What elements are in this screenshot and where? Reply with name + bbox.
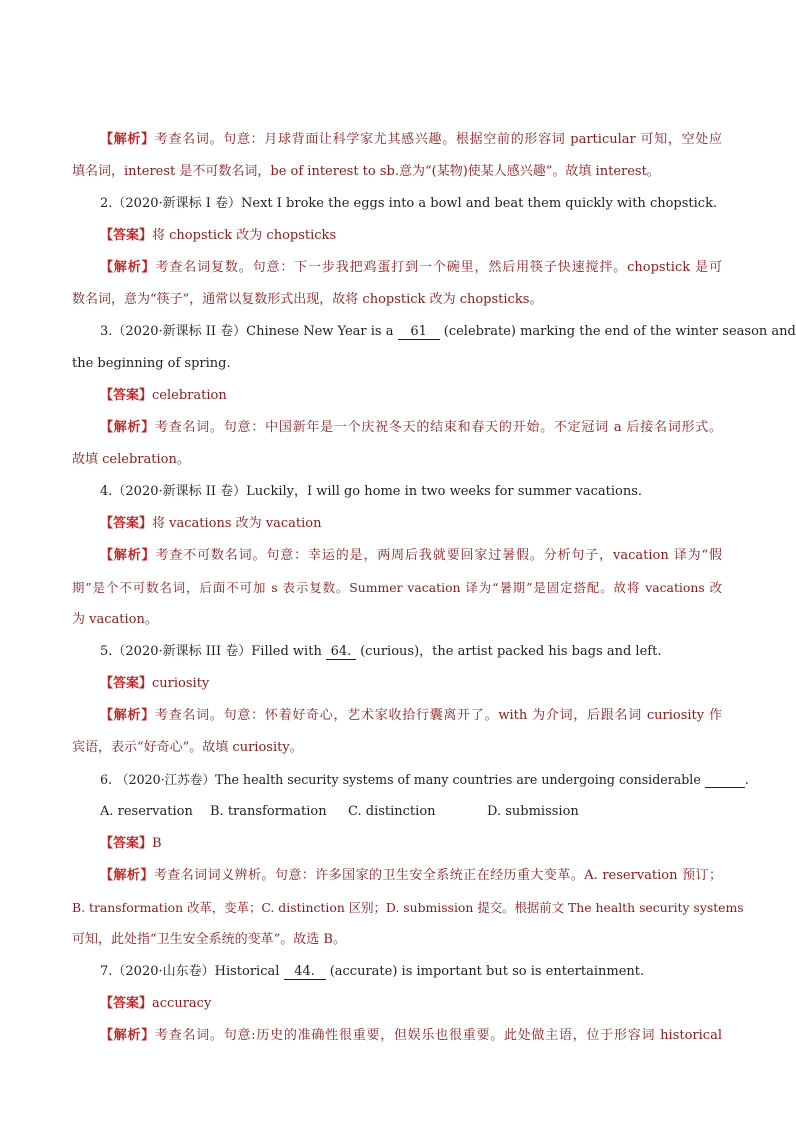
analysis-4-line-1: 【解析】考查不可数名词。句意：幸运的是，两周后我就要回家过暑假。分析句子，vacation 译为“假 xyxy=(100,548,722,563)
answer-3: 【答案】celebration xyxy=(100,388,227,403)
analysis-tag: 【解析】 xyxy=(100,708,155,723)
analysis-5-line-2: 宾语，表示“好奇心”。故填 curiosity。 xyxy=(72,740,303,755)
question-3-line-2: the beginning of spring. xyxy=(72,356,231,371)
answer-tag: 【答案】 xyxy=(100,228,153,243)
analysis-4-line-2: 期”是个不可数名词，后面不可加 s 表示复数。Summer vacation 译为“暑期”是固定搭配。故将 vacations 改 xyxy=(72,580,722,595)
answer-6: 【答案】B xyxy=(100,836,162,851)
analysis-5-line-1: 【解析】考查名词。句意：怀着好奇心，艺术家收拾行囊离开了。with 为介词，后跟名词 curiosity 作 xyxy=(100,708,722,723)
analysis-6-line-3: 可知，此处指“卫生安全系统的变革”。故选 B。 xyxy=(72,932,346,947)
option-d: D. submission xyxy=(487,804,579,819)
option-a: A. reservation xyxy=(100,804,193,819)
analysis-1-line-1: 【解析】考查名词。句意：月球背面让科学家尤其感兴趣。根据空前的形容词 particular 可知，空处应 xyxy=(100,132,722,147)
analysis-3-line-1: 【解析】考查名词。句意：中国新年是一个庆祝冬天的结束和春天的开始。不定冠词 a 后接名词形式。 xyxy=(100,420,722,435)
fill-blank: 61 xyxy=(398,325,440,340)
option-c: C. distinction xyxy=(348,804,436,819)
analysis-2-line-1: 【解析】考查名词复数。句意：下一步我把鸡蛋打到一个碗里，然后用筷子快速搅拌。chopstick 是可 xyxy=(100,260,722,275)
analysis-4-line-3: 为 vacation。 xyxy=(72,612,158,627)
question-2: 2.（2020·新课标 I 卷）Next I broke the eggs into a bowl and beat them quickly with chopstick. xyxy=(100,196,718,211)
analysis-tag: 【解析】 xyxy=(100,868,154,883)
analysis-tag: 【解析】 xyxy=(100,420,156,435)
option-b: B. transformation xyxy=(210,804,327,819)
answer-2: 【答案】将 chopstick 改为 chopsticks xyxy=(100,228,337,243)
analysis-tag: 【解析】 xyxy=(100,548,156,563)
analysis-6-line-2: B. transformation 改革，变革；C. distinction 区别；D. submission 提交。根据前文 The health security systems xyxy=(72,900,744,915)
analysis-1-line-2: 填名词，interest 是不可数名词，be of interest to sb.意为“(某物)使某人感兴趣”。故填 interest。 xyxy=(72,164,660,179)
analysis-3-line-2: 故填 celebration。 xyxy=(72,452,190,467)
analysis-tag: 【解析】 xyxy=(100,260,156,275)
question-4: 4.（2020·新课标 II 卷）Luckily，I will go home in two weeks for summer vacations. xyxy=(100,484,643,499)
analysis-2-line-2: 数名词，意为“筷子”，通常以复数形式出现，故将 chopstick 改为 chopsticks。 xyxy=(72,292,543,307)
fill-blank: 44. xyxy=(284,965,326,980)
analysis-7-line-1: 【解析】考查名词。句意:历史的准确性很重要，但娱乐也很重要。此处做主语，位于形容词 historical xyxy=(100,1028,722,1043)
question-6: 6. （2020·江苏卷）The health security systems of many countries are undergoing considerable . xyxy=(100,772,749,787)
analysis-6-line-1: 【解析】考查名词词义辨析。句意：许多国家的卫生安全系统正在经历重大变革。A. reservation 预订； xyxy=(100,868,722,883)
question-5: 5.（2020·新课标 III 卷）Filled with 64. (curious)，the artist packed his bags and left. xyxy=(100,644,662,659)
answer-4: 【答案】将 vacations 改为 vacation xyxy=(100,516,322,531)
answer-tag: 【答案】 xyxy=(100,996,153,1011)
answer-tag: 【答案】 xyxy=(100,516,153,531)
analysis-tag: 【解析】 xyxy=(100,132,155,147)
fill-blank xyxy=(705,773,745,788)
fill-blank: 64. xyxy=(326,645,356,660)
analysis-tag: 【解析】 xyxy=(100,1028,156,1043)
question-3-line-1: 3.（2020·新课标 II 卷）Chinese New Year is a 61 (celebrate) marking the end of the winter season and xyxy=(100,324,796,339)
question-7: 7.（2020·山东卷）Historical 44. (accurate) is important but so is entertainment. xyxy=(100,964,645,979)
answer-tag: 【答案】 xyxy=(100,676,153,691)
answer-tag: 【答案】 xyxy=(100,836,153,851)
answer-7: 【答案】accuracy xyxy=(100,996,212,1011)
answer-tag: 【答案】 xyxy=(100,388,153,403)
answer-5: 【答案】curiosity xyxy=(100,676,210,691)
